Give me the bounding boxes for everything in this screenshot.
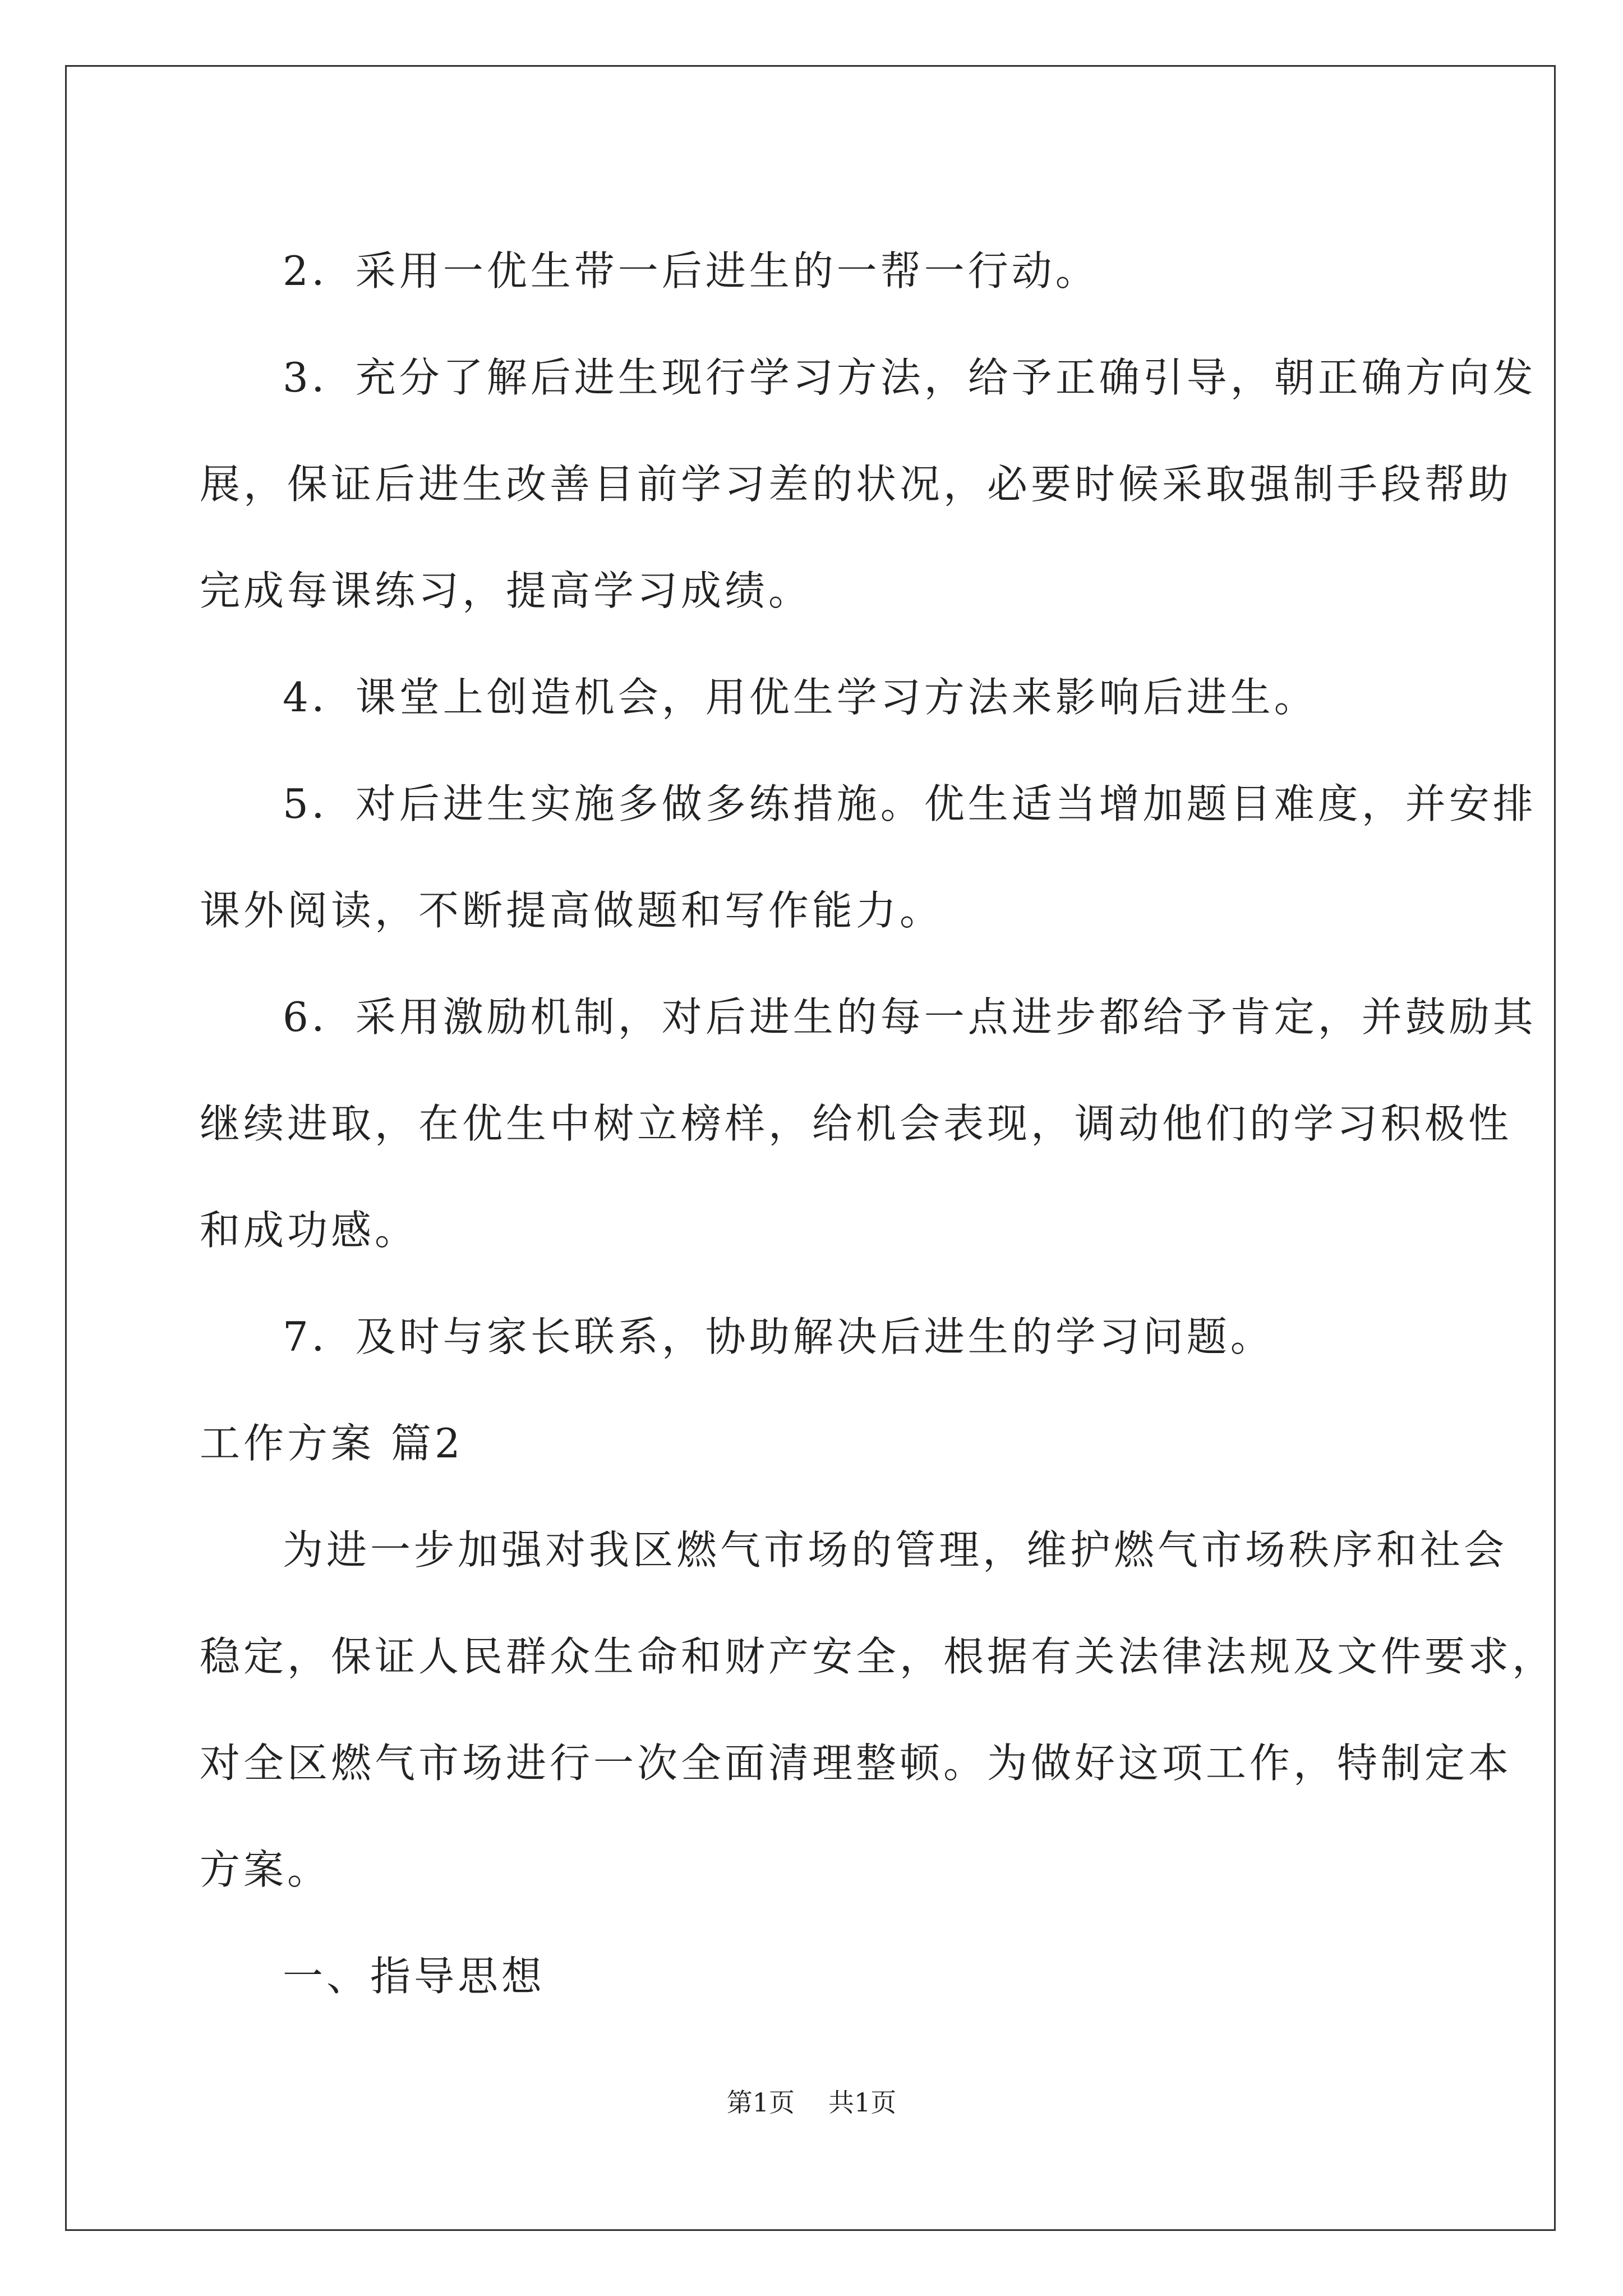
- paragraph-line: 方案。: [200, 1846, 331, 1893]
- paragraph-line: 7．及时与家长联系，协助解决后进生的学习问题。: [283, 1313, 1274, 1360]
- paragraph-line: 对全区燃气市场进行一次全面清理整顿。为做好这项工作，特制定本: [200, 1740, 1513, 1787]
- paragraph-line: 为进一步加强对我区燃气市场的管理，维护燃气市场秩序和社会: [283, 1526, 1508, 1573]
- paragraph-line: 3．充分了解后进生现行学习方法，给予正确引导，朝正确方向发: [283, 354, 1537, 401]
- page-footer: [0, 2086, 1623, 2119]
- paragraph-line: 和成功感。: [200, 1207, 419, 1254]
- paragraph-line: 展，保证后进生改善目前学习差的状况，必要时候采取强制手段帮助: [200, 461, 1513, 508]
- page-number: 第1页: [726, 2087, 795, 2118]
- subsection-heading: 一、指导思想: [283, 1953, 546, 2000]
- document-body: [200, 218, 1556, 2030]
- paragraph-line: 2．采用一优生带一后进生的一帮一行动。: [283, 247, 1099, 295]
- paragraph-line: 稳定，保证人民群众生命和财产安全，根据有关法律法规及文件要求，: [200, 1633, 1556, 1680]
- paragraph-line: 5．对后进生实施多做多练措施。优生适当增加题目难度，并安排: [283, 780, 1537, 827]
- section-heading: 工作方案 篇2: [200, 1420, 464, 1467]
- paragraph-line: 课外阅读，不断提高做题和写作能力。: [200, 887, 944, 934]
- page-total: 共1页: [828, 2087, 897, 2118]
- paragraph-line: 4．课堂上创造机会，用优生学习方法来影响后进生。: [283, 674, 1318, 721]
- paragraph-line: 6．采用激励机制，对后进生的每一点进步都给予肯定，并鼓励其: [283, 993, 1537, 1041]
- paragraph-line: 完成每课练习，提高学习成绩。: [200, 567, 813, 614]
- paragraph-line: 继续进取，在优生中树立榜样，给机会表现，调动他们的学习积极性: [200, 1100, 1513, 1147]
